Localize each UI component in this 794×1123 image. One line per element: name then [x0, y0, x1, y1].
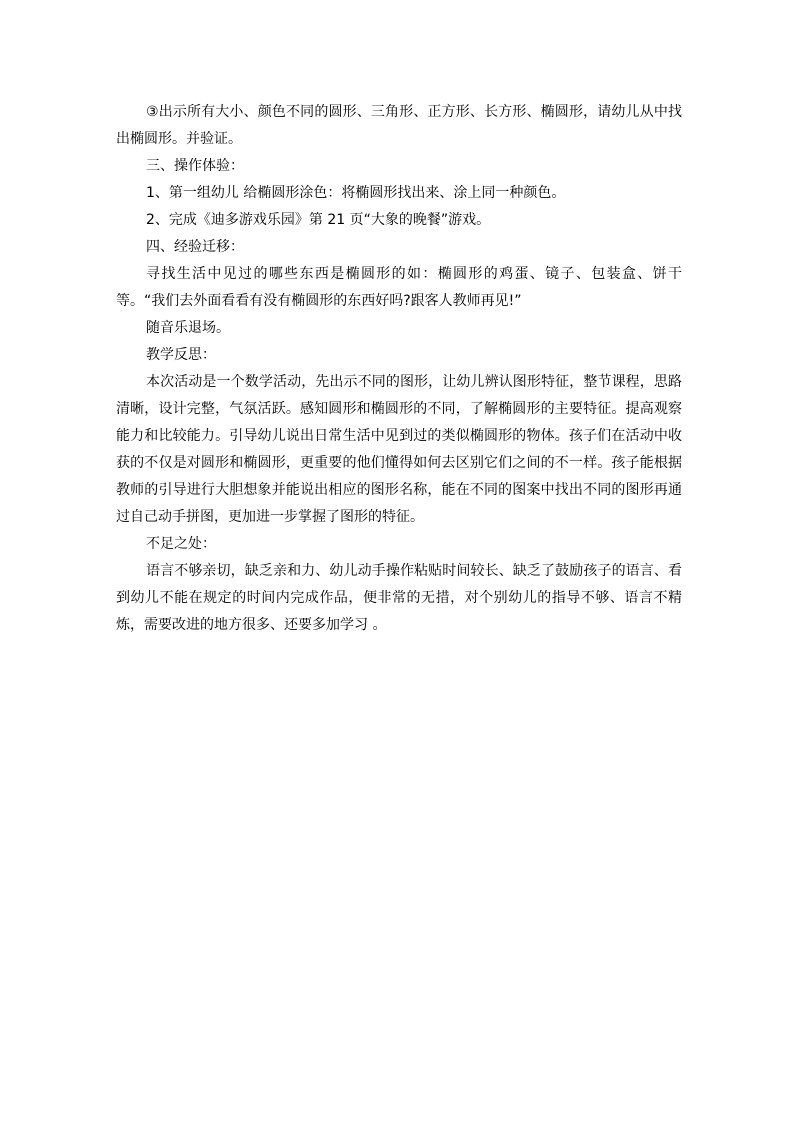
paragraph-operation-2: 2、完成《迪多游戏乐园》第 21 页“大象的晚餐”游戏。 — [146, 212, 491, 228]
section-heading-shortcomings: 不足之处： — [146, 536, 216, 552]
section-heading-reflection: 教学反思： — [146, 347, 216, 363]
paragraph-operation-1: 1、第一组幼儿 给椭圆形涂色：将椭圆形找出来、涂上同一种颜色。 — [146, 185, 566, 201]
paragraph-step-3: ③出示所有大小、颜色不同的圆形、三角形、正方形、长方形、椭圆形，请幼儿从中找出椭圆形。并验证。 — [116, 104, 682, 147]
section-heading-operation: 三、操作体验： — [146, 158, 244, 174]
paragraph-shortcomings: 语言不够亲切，缺乏亲和力、幼儿动手操作粘贴时间较长、缺乏了鼓励孩子的语言、看到幼儿不能在规定的时间内完成作品，便非常的无措，对个别幼儿的指导不够、语言不精炼，需要改进的地方很多、还要多加学习 。 — [116, 563, 682, 633]
paragraph-transfer: 寻找生活中见过的哪些东西是椭圆形的如：椭圆形的鸡蛋、镜子、包装盒、饼干等。“我们去外面看看有没有椭圆形的东西好吗?跟客人教师再见!” — [116, 266, 682, 309]
paragraph-reflection: 本次活动是一个数学活动，先出示不同的图形，让幼儿辨认图形特征，整节课程，思路清晰，设计完整，气氛活跃。感知圆形和椭圆形的不同，了解椭圆形的主要特征。提高观察能力和比较能力。引导幼儿说出日常生活中见到过的类似椭圆形的物体。孩子们在活动中收获的不仅是对圆形和椭圆形，更重要的他们懂得如何去区别它们之间的不一样。孩子能根据教师的引导进行大胆想象并能说出相应的图形名称，能在不同的图案中找出不同的图形再通过自己动手拼图，更加进一步掌握了图形的特征。 — [116, 374, 682, 525]
paragraph-exit: 随音乐退场。 — [146, 320, 230, 336]
section-heading-transfer: 四、经验迁移： — [146, 239, 244, 255]
document-body — [116, 99, 682, 639]
